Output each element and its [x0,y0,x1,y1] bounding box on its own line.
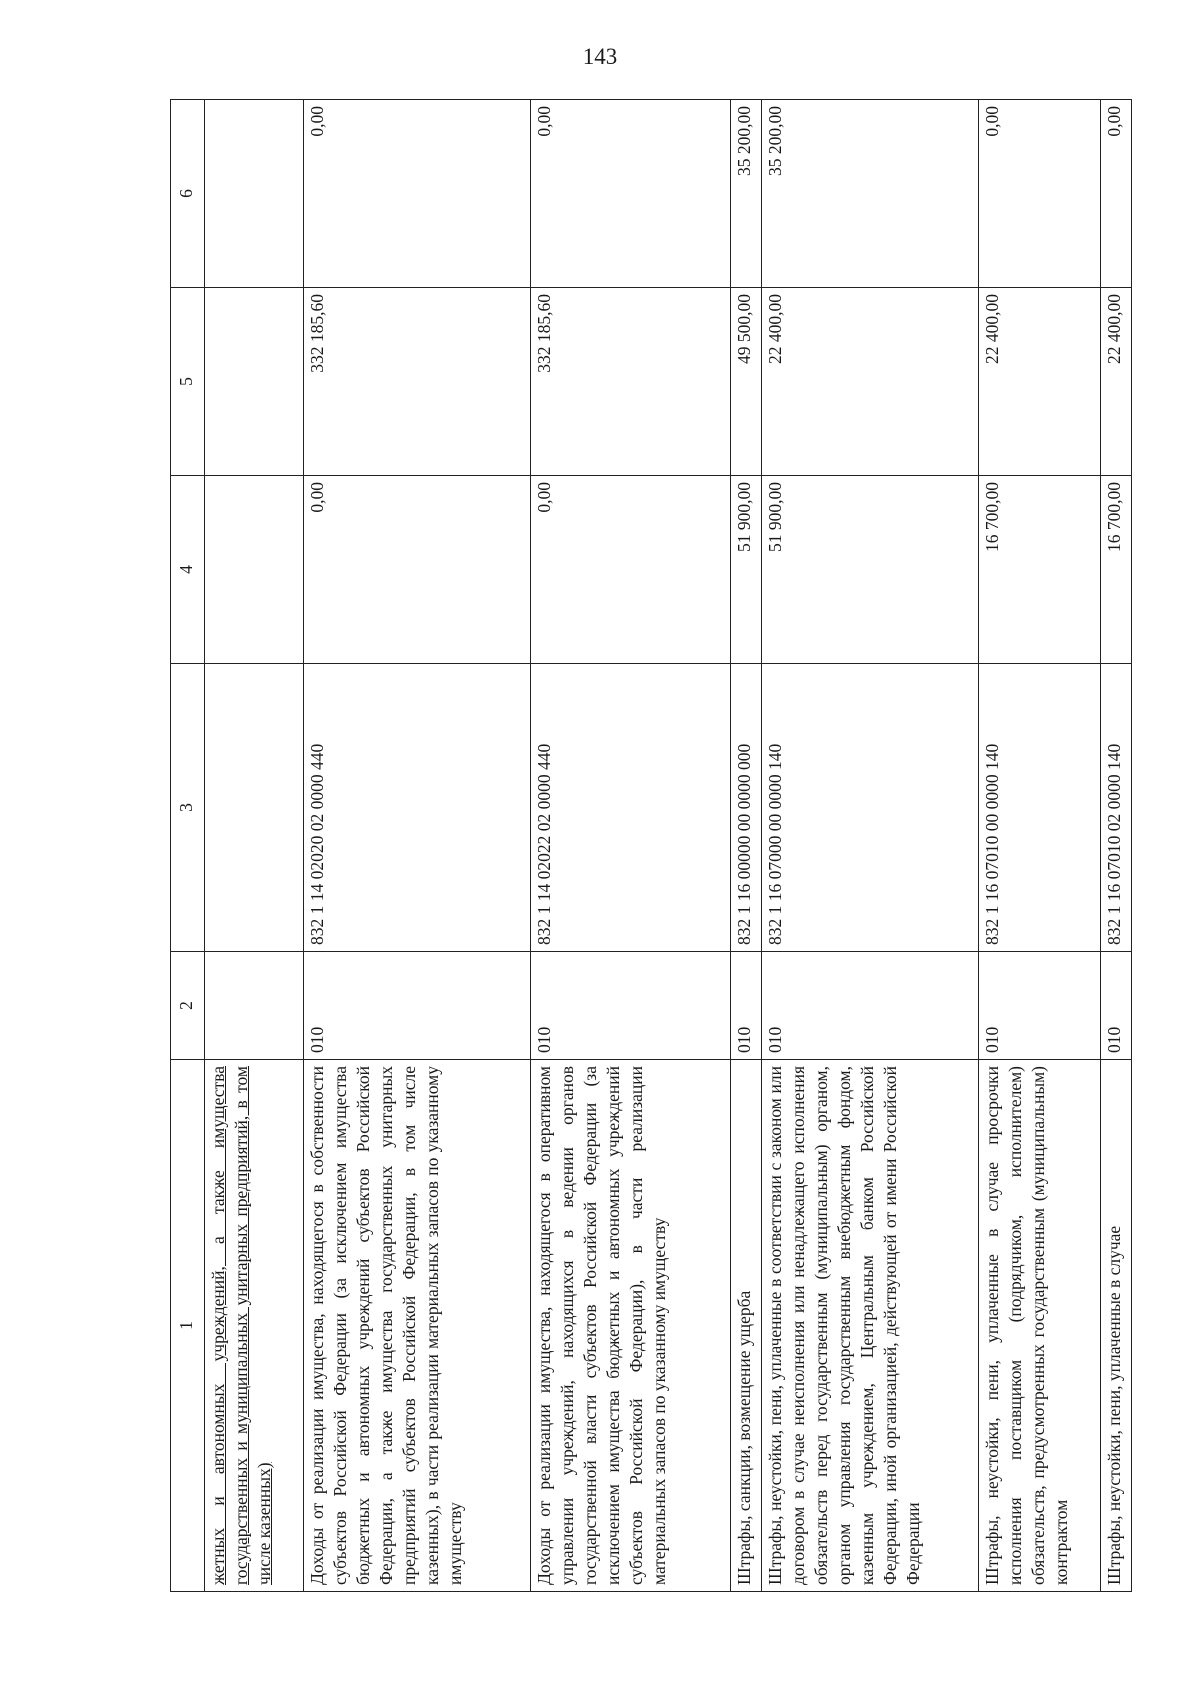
page-number: 143 [582,44,618,69]
header-row [171,100,205,1592]
row-name-cell: Штрафы, неустойки, пени, уплаченные в случае [1100,1060,1131,1592]
row-value-col5 [205,288,304,476]
row-kbk-cell: 832 1 16 07010 00 0000 140 [979,664,1101,952]
row-code-cell: 010 [1100,952,1131,1060]
row-value-col6 [205,100,304,288]
table-row [531,100,731,1592]
row-value-col4: 16 700,00 [1100,476,1131,664]
row-value-col4: 51 900,00 [731,476,762,664]
row-code-cell [205,952,304,1060]
row-name-text: жетных и автономных учреждений, а также имущества государственных и муниципальных унитарных предприятий, в том числе казенных) [208,1066,274,1585]
budget-revenue-table [170,99,1132,1592]
row-name-cell: Штрафы, неустойки, пени, уплаченные в случае просрочки исполнения поставщиком (подрядчиком, исполнителем) обязательств, предусмотренных государственным (муниципальным) контрактом [979,1060,1101,1592]
row-value-col5: 22 400,00 [762,288,979,476]
row-kbk-cell: 832 1 16 07010 02 0000 140 [1100,664,1131,952]
table-row [205,100,304,1592]
row-code-cell: 010 [979,952,1101,1060]
row-value-col4: 0,00 [304,476,531,664]
row-value-col4: 16 700,00 [979,476,1101,664]
header-cell: 1 [171,1060,205,1592]
row-value-col4 [205,476,304,664]
table-row [1100,100,1131,1592]
row-name-cell: Штрафы, санкции, возмещение ущерба [731,1060,762,1592]
header-cell: 2 [171,952,205,1060]
row-value-col4: 0,00 [531,476,731,664]
row-value-col6: 35 200,00 [731,100,762,288]
row-name-cell: Штрафы, неустойки, пени, уплаченные в соответствии с законом или договором в случае неисполнения или ненадлежащего исполнения обязательств перед государственным (муниципальным) органом, органом управления государственным внебюджетным фондом, казенным учреждением, Центральным банком Российской Федерации, иной организацией, действующей от имени Российской Федерации [762,1060,979,1592]
rotated-table-wrapper [170,100,1132,1592]
table-row [979,100,1101,1592]
row-value-col6: 0,00 [979,100,1101,288]
row-code-cell: 010 [731,952,762,1060]
header-cell: 6 [171,100,205,288]
row-value-col5: 22 400,00 [1100,288,1131,476]
table-row [304,100,531,1592]
row-kbk-cell: 832 1 14 02020 02 0000 440 [304,664,531,952]
row-value-col6: 0,00 [531,100,731,288]
table-row [731,100,762,1592]
row-code-cell: 010 [531,952,731,1060]
row-value-col5: 22 400,00 [979,288,1101,476]
table-row [762,100,979,1592]
row-value-col6: 0,00 [1100,100,1131,288]
row-kbk-cell [205,664,304,952]
row-name-cell: Доходы от реализации имущества, находящегося в собственности субъектов Российской Федерации (за исключением имущества бюджетных и автономных учреждений субъектов Российской Федерации, а также имущества государственных унитарных предприятий субъектов Российской Федерации, в том числе казенных), в части реализации материальных запасов по указанному имуществу [304,1060,531,1592]
row-value-col5: 332 185,60 [531,288,731,476]
row-code-cell: 010 [762,952,979,1060]
header-cell: 4 [171,476,205,664]
row-kbk-cell: 832 1 14 02022 02 0000 440 [531,664,731,952]
row-code-cell: 010 [304,952,531,1060]
row-value-col5: 332 185,60 [304,288,531,476]
row-kbk-cell: 832 1 16 00000 00 0000 000 [731,664,762,952]
row-value-col6: 0,00 [304,100,531,288]
header-cell: 3 [171,664,205,952]
row-value-col6: 35 200,00 [762,100,979,288]
header-cell: 5 [171,288,205,476]
row-value-col5: 49 500,00 [731,288,762,476]
row-name-cell: Доходы от реализации имущества, находящегося в оперативном управлении учреждений, находящихся в ведении органов государственной власти субъектов Российской Федерации (за исключением имущества бюджетных и автономных учреждений субъектов Российской Федерации), в части реализации материальных запасов по указанному имуществу [531,1060,731,1592]
row-name-cell [205,1060,304,1592]
row-kbk-cell: 832 1 16 07000 00 0000 140 [762,664,979,952]
row-value-col4: 51 900,00 [762,476,979,664]
